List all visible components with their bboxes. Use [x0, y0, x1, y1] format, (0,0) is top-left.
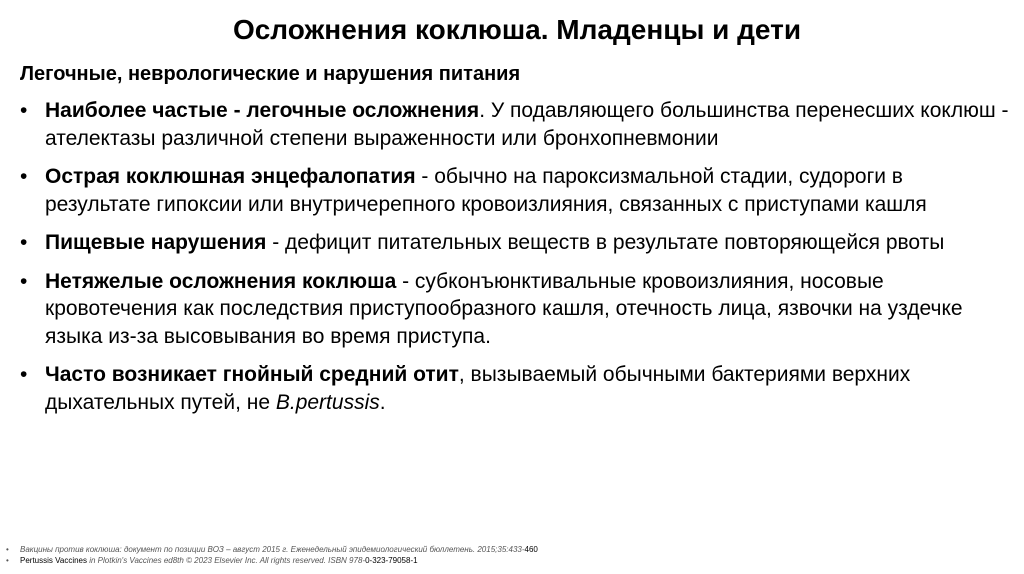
- item-text: , вызываемый обычными бактериями верхних дыхательных путей, не: [45, 363, 911, 414]
- footnote-tail: 460: [524, 545, 538, 554]
- bullet-icon: •: [20, 363, 28, 386]
- list-item: [20, 268, 1010, 351]
- bullet-list: [20, 97, 1010, 427]
- item-bold-text: Наиболее частые - легочные осложнения: [45, 99, 480, 122]
- footnote-text: Pertussis Vaccines: [20, 555, 87, 565]
- item-bold-text: Часто возникает гнойный средний отит: [45, 363, 459, 386]
- item-text: - субконъюнктивальные кровоизлияния, носовые кровотечения как последствия приступообразного кашля, отечность лица, язвочки на уздечке языка из-за высовывания во время приступа.: [45, 269, 963, 348]
- item-italic-text: B.pertussis: [275, 390, 380, 414]
- list-item: [20, 361, 1010, 416]
- bullet-icon: •: [20, 269, 28, 293]
- footnote-tail: 0-323-79058-1: [365, 555, 418, 565]
- footnote-bullet-icon: •: [6, 545, 9, 554]
- list-item: [20, 163, 1010, 218]
- footnote-text: Вакцины против коклюша: документ по позиции ВОЗ – август 2015 г. Еженедельный эпидемиологический бюллетень. 2015;35:433-: [20, 545, 525, 554]
- bullet-icon: •: [20, 231, 28, 254]
- item-bold-text: Нетяжелые осложнения коклюша: [45, 269, 397, 293]
- footnote-item: [6, 545, 538, 556]
- item-text: . У подавляющего большинства перенесших коклюш - ателектазы различной степени выраженности или бронхопневмонии: [45, 99, 1009, 150]
- item-text: - обычно на пароксизмальной стадии, судороги в результате гипоксии или внутричерепного кровоизлияния, связанных с приступами кашля: [45, 165, 927, 216]
- list-item: [20, 97, 1010, 152]
- item-tail-text: .: [379, 390, 386, 414]
- footnote-bullet-icon: •: [6, 555, 9, 565]
- item-text: - дефицит питательных веществ в результате повторяющейся рвоты: [266, 231, 945, 254]
- footnotes: [6, 545, 538, 566]
- slide-title: Осложнения коклюша. Младенцы и дети: [232, 14, 802, 45]
- footnote-mid: in Plotkin's Vaccines ed8th © 2023 Elsevier Inc. All rights reserved. ISBN 978-: [87, 555, 366, 565]
- slide-subtitle: Легочные, неврологические и нарушения питания: [20, 63, 521, 85]
- list-item: [20, 229, 1010, 257]
- bullet-icon: •: [20, 99, 28, 122]
- footnote-item: [6, 556, 538, 567]
- item-bold-text: Острая коклюшная энцефалопатия: [45, 165, 416, 188]
- bullet-icon: •: [20, 165, 28, 188]
- item-bold-text: Пищевые нарушения: [45, 231, 267, 254]
